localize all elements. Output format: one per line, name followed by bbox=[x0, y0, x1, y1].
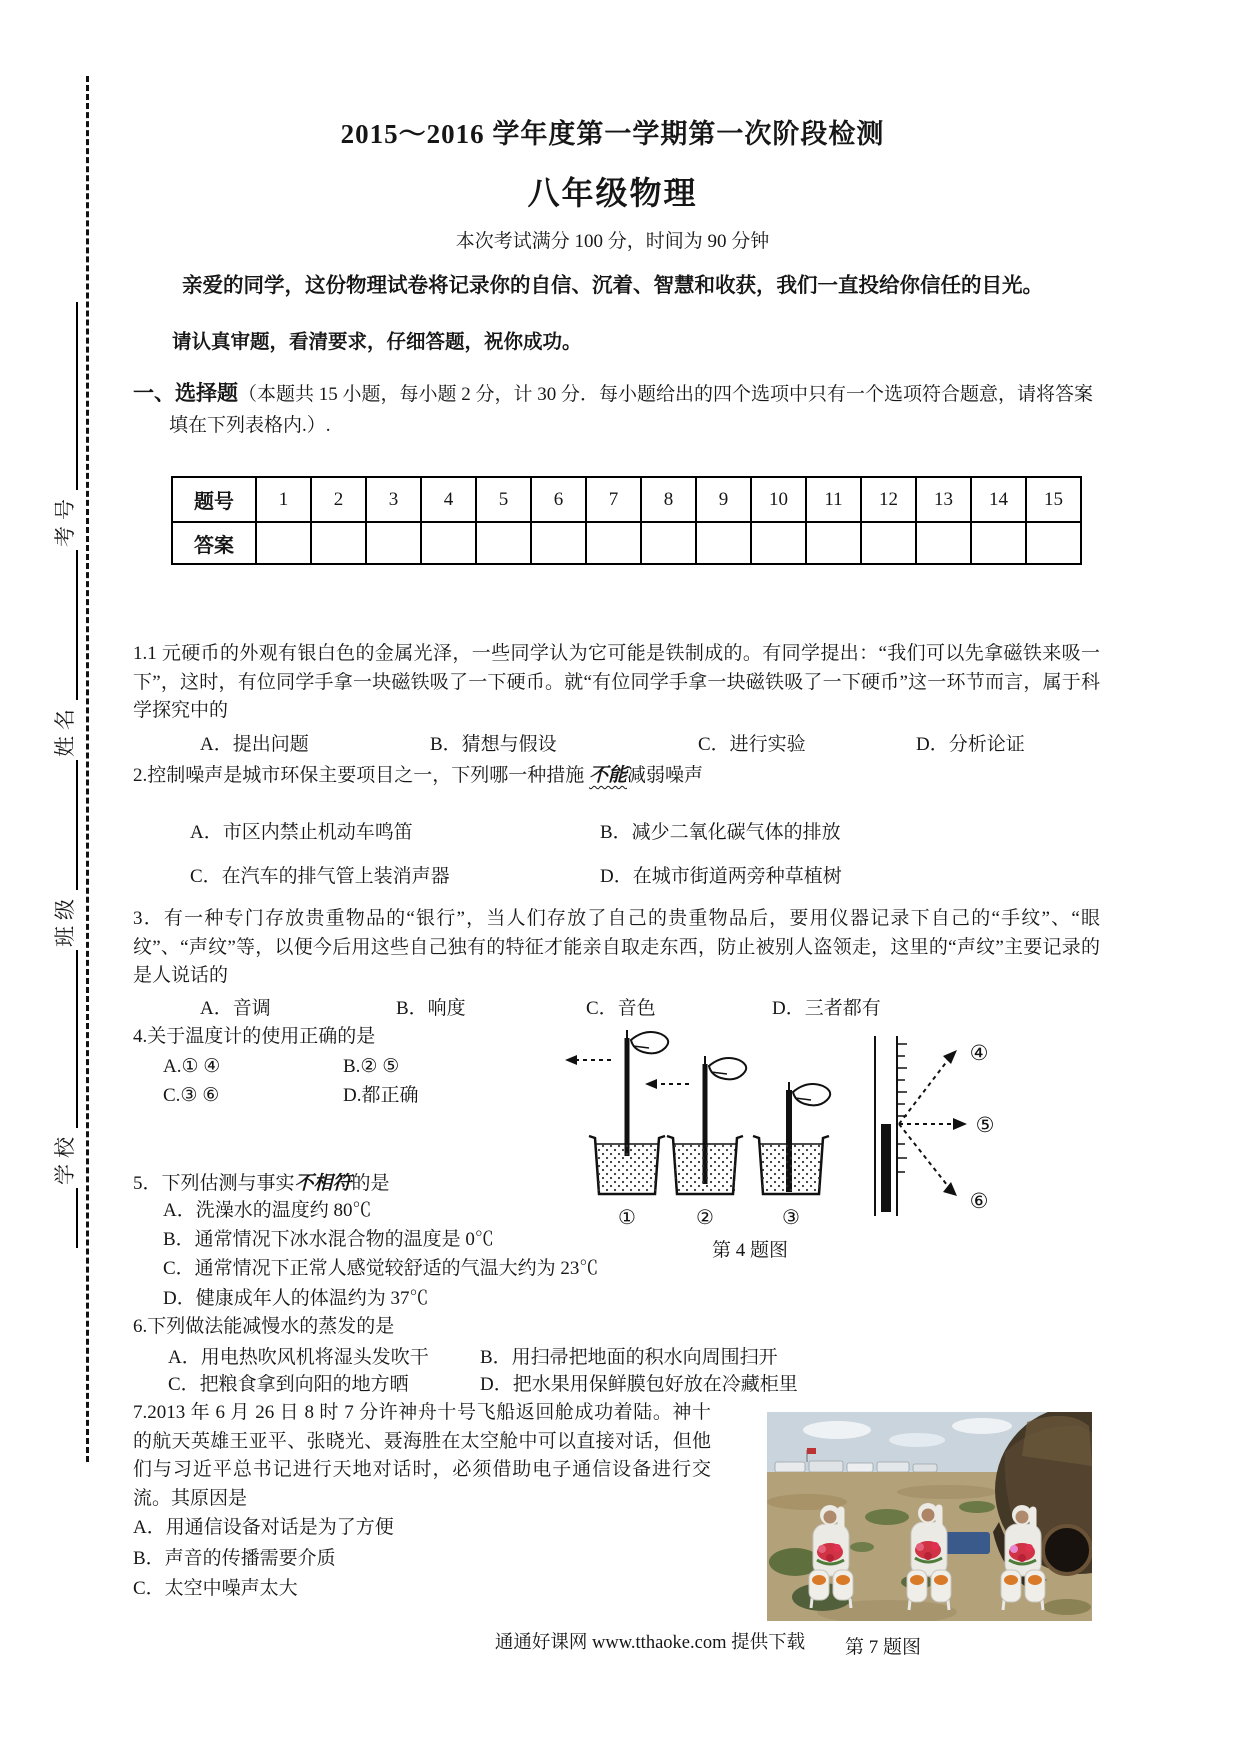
seal-dashed-line bbox=[86, 76, 89, 1462]
option-a: A．提出问题 bbox=[200, 734, 309, 755]
footer-site-text: 通通好课网 www.tthaoke.com 提供下载 bbox=[494, 1633, 806, 1653]
question-7-options bbox=[133, 1513, 394, 1605]
stem-text: 2.控制噪声是城市环保主要项目之一，下列哪一种措施 bbox=[133, 765, 590, 786]
option-b: B．通常情况下冰水混合物的温度是 0℃ bbox=[163, 1229, 494, 1251]
question-3-options bbox=[133, 993, 1100, 1020]
question-1-stem: 1.1 元硬币的外观有银白色的金属光泽，一些同学认为它可能是铁制成的。有同学提出：“我们可以先拿磁铁来吸一下”，这时，有位同学手拿一块磁铁吸了一下硬币。就“有位同学手拿一块磁铁吸了一下硬币”这一环节而言，属于科学探究中的 bbox=[133, 643, 1100, 722]
option-d: D．三者都有 bbox=[772, 998, 881, 1019]
question-number-cell: 5 bbox=[476, 477, 531, 522]
question-number-cell: 4 bbox=[421, 477, 476, 522]
question-3-stem: 3．有一种专门存放贵重物品的“银行”，当人们存放了自己的贵重物品后，要用仪器记录下自己的“手纹”、“眼纹”、“声纹”等，以便今后用这些自己独有的特征才能亲自取走东西，防止被别人盗领走，这里的“声纹”主要记录的是人说话的 bbox=[133, 908, 1100, 987]
option-c: C．在汽车的排气管上装消声器 bbox=[190, 866, 450, 887]
figure-7-caption: 第 7 题图 bbox=[845, 1637, 922, 1658]
option-c: C．太空中噪声太大 bbox=[133, 1578, 298, 1600]
greeting-text: 亲爱的同学，这份物理试卷将记录你的自信、沉着、智慧和收获，我们一直投给你信任的目光。 bbox=[182, 274, 1043, 297]
option-d: D．把水果用保鲜膜包好放在冷藏柜里 bbox=[480, 1374, 798, 1395]
beaker-3-group bbox=[753, 1082, 830, 1229]
question-4-options bbox=[163, 1052, 418, 1110]
stem-text: 减弱噪声 bbox=[627, 765, 704, 786]
answer-table-answer-row bbox=[172, 522, 1081, 564]
section1-heading bbox=[133, 378, 1100, 441]
question-1-options bbox=[133, 729, 1100, 756]
question-number-cell: 3 bbox=[366, 477, 421, 522]
flower-bouquet bbox=[915, 1541, 942, 1562]
option-b: B．减少二氧化碳气体的排放 bbox=[600, 822, 841, 843]
option-b: B．用扫帚把地面的积水向周围扫开 bbox=[480, 1347, 778, 1368]
option-a: A．音调 bbox=[200, 998, 271, 1019]
beaker-2-label: ② bbox=[696, 1207, 714, 1229]
question-number-cell: 6 bbox=[531, 477, 586, 522]
question-number-cell: 10 bbox=[751, 477, 806, 522]
stem-text: 5．下列估测与事实 bbox=[133, 1173, 295, 1194]
school-blank-line bbox=[56, 950, 78, 1128]
question-number-cell: 11 bbox=[806, 477, 861, 522]
question-4-stem: 4.关于温度计的使用正确的是 bbox=[133, 1026, 376, 1047]
answer-cell bbox=[971, 522, 1026, 564]
option-a: A.① ④ bbox=[163, 1056, 221, 1077]
option-b: B．猜想与假设 bbox=[430, 734, 557, 755]
question-6-options bbox=[168, 1344, 798, 1398]
answer-table-header-tihao: 题号 bbox=[172, 477, 256, 522]
question-number-cell: 9 bbox=[696, 477, 751, 522]
question-number-cell: 1 bbox=[256, 477, 311, 522]
answer-cell bbox=[366, 522, 421, 564]
view-5-label: ⑤ bbox=[975, 1113, 995, 1137]
answer-table-number-row bbox=[172, 477, 1081, 522]
answer-cell bbox=[696, 522, 751, 564]
question-number-cell: 15 bbox=[1026, 477, 1081, 522]
answer-cell bbox=[916, 522, 971, 564]
answer-cell bbox=[421, 522, 476, 564]
option-d: D.都正确 bbox=[343, 1085, 419, 1106]
beaker-2-group bbox=[645, 1056, 746, 1229]
class-blank-line bbox=[56, 760, 78, 890]
option-c: C．音色 bbox=[586, 998, 656, 1019]
answer-cell bbox=[1026, 522, 1081, 564]
answer-table-header-daan: 答案 bbox=[172, 522, 256, 564]
name-blank-line bbox=[56, 550, 78, 700]
beaker-1-label: ① bbox=[618, 1207, 636, 1229]
figure-4-caption: 第 4 题图 bbox=[711, 1240, 788, 1261]
instruction-text: 请认真审题，看清要求，仔细答题，祝你成功。 bbox=[172, 331, 582, 353]
answer-cell bbox=[311, 522, 366, 564]
question-5-stem bbox=[133, 1170, 653, 1199]
answer-table bbox=[171, 476, 1082, 565]
answer-cell bbox=[861, 522, 916, 564]
option-c: C．把粮食拿到向阳的地方晒 bbox=[168, 1374, 409, 1395]
name-label: 姓名 bbox=[53, 703, 77, 757]
question-number-cell: 2 bbox=[311, 477, 366, 522]
answer-cell bbox=[751, 522, 806, 564]
question-6-stem: 6.下列做法能减慢水的蒸发的是 bbox=[133, 1316, 395, 1337]
option-b: B．声音的传播需要介质 bbox=[133, 1547, 336, 1569]
emphasized-word: 不能 bbox=[589, 765, 628, 786]
flower-bouquet bbox=[1009, 1543, 1036, 1564]
stem-text: 的是 bbox=[351, 1173, 390, 1194]
question-number-cell: 12 bbox=[861, 477, 916, 522]
option-c: C．进行实验 bbox=[698, 734, 806, 755]
answer-cell bbox=[531, 522, 586, 564]
question-5-options bbox=[163, 1196, 598, 1313]
question-4-figure-thermometer-diagram bbox=[553, 1024, 1005, 1232]
question-7-stem: 7.2013 年 6 月 26 日 8 时 7 分许神舟十号飞船返回舱成功着陆。神十的航天英雄王亚平、张晓光、聂海胜在太空舱中可以直接对话，但他们与习近平总书记进行天地对话时，必须借助电子通信设备进行交流。其原因是 bbox=[133, 1402, 711, 1509]
question-2-options bbox=[190, 818, 842, 892]
option-a: A．用通信设备对话是为了方便 bbox=[133, 1517, 394, 1538]
option-a: A．市区内禁止机动车鸣笛 bbox=[190, 822, 413, 843]
school-label: 学校 bbox=[53, 1131, 77, 1185]
flower-bouquet bbox=[817, 1543, 844, 1564]
option-b: B．响度 bbox=[396, 998, 466, 1019]
seal-info-strip bbox=[44, 286, 78, 1248]
thermometer-scale-group bbox=[875, 1036, 994, 1216]
option-d: D．在城市街道两旁种草植树 bbox=[600, 866, 842, 887]
option-c: C.③ ⑥ bbox=[163, 1085, 220, 1106]
blank-line bbox=[56, 1188, 78, 1248]
paper-title: 2015～2016 学年度第一学期第一次阶段检测 bbox=[340, 119, 885, 149]
answer-cell bbox=[806, 522, 861, 564]
paper-subtitle: 八年级物理 bbox=[527, 175, 698, 211]
option-d: D．分析论证 bbox=[916, 734, 1025, 755]
option-a: A．用电热吹风机将湿头发吹干 bbox=[168, 1347, 429, 1368]
answer-cell bbox=[586, 522, 641, 564]
beaker-3-label: ③ bbox=[782, 1207, 800, 1229]
answer-cell bbox=[641, 522, 696, 564]
question-number-cell: 13 bbox=[916, 477, 971, 522]
class-label: 班级 bbox=[53, 893, 77, 947]
question-number-cell: 7 bbox=[586, 477, 641, 522]
equipment-box bbox=[942, 1532, 990, 1554]
examnumber-blank-line bbox=[56, 302, 78, 490]
answer-cell bbox=[476, 522, 531, 564]
examnumber-label: 考号 bbox=[53, 493, 77, 547]
question-2-stem bbox=[133, 762, 1100, 791]
answer-cell bbox=[256, 522, 311, 564]
section1-desc: （本题共 15 小题，每小题 2 分，计 30 分．每小题给出的四个选项中只有一个选项符合题意，请将答案填在下列表格内.）. bbox=[169, 384, 1094, 436]
section1-title: 一、选择题 bbox=[133, 382, 238, 405]
option-a: A．洗澡水的温度约 80℃ bbox=[163, 1200, 372, 1221]
option-b: B.② ⑤ bbox=[343, 1056, 400, 1077]
view-4-label: ④ bbox=[969, 1041, 989, 1065]
option-d: D．健康成年人的体温约为 37℃ bbox=[163, 1287, 429, 1309]
question-7-photo-astronauts bbox=[767, 1412, 1092, 1621]
question-number-cell: 8 bbox=[641, 477, 696, 522]
emphasized-word: 不相符 bbox=[294, 1173, 352, 1194]
option-c: C．通常情况下正常人感觉较舒适的气温大约为 23℃ bbox=[163, 1258, 599, 1280]
exam-info: 本次考试满分 100 分，时间为 90 分钟 bbox=[455, 231, 770, 252]
view-6-label: ⑥ bbox=[969, 1189, 989, 1213]
question-number-cell: 14 bbox=[971, 477, 1026, 522]
